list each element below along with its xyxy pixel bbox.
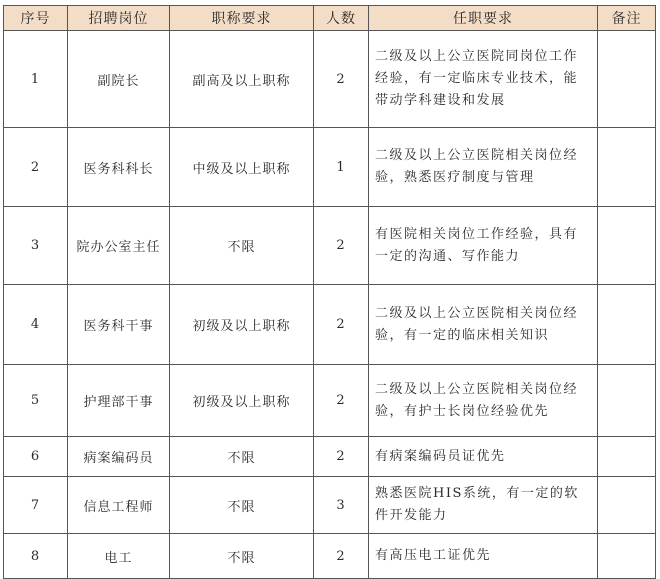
table-row — [4, 534, 656, 579]
cell-count: 2 — [314, 365, 369, 437]
cell-position: 医务科科长 — [68, 128, 170, 207]
cell-count: 2 — [314, 437, 369, 477]
cell-duty-requirement: 有医院相关岗位工作经验，具有一定的沟通、写作能力 — [369, 207, 598, 285]
cell-count: 2 — [314, 31, 369, 128]
cell-no: 4 — [4, 285, 68, 365]
cell-position: 副院长 — [68, 31, 170, 128]
cell-duty-requirement: 有高压电工证优先 — [369, 534, 598, 579]
cell-duty-requirement: 二级及以上公立医院相关岗位经验，有护士长岗位经验优先 — [369, 365, 598, 437]
cell-title-requirement: 初级及以上职称 — [170, 365, 314, 437]
cell-no: 8 — [4, 534, 68, 579]
cell-remarks — [598, 128, 656, 207]
cell-title-requirement: 不限 — [170, 534, 314, 579]
table-row — [4, 207, 656, 285]
cell-remarks — [598, 437, 656, 477]
cell-position: 医务科干事 — [68, 285, 170, 365]
table-row — [4, 128, 656, 207]
table-row — [4, 31, 656, 128]
cell-remarks — [598, 477, 656, 534]
cell-remarks — [598, 207, 656, 285]
cell-position: 电工 — [68, 534, 170, 579]
cell-title-requirement: 不限 — [170, 207, 314, 285]
cell-position: 信息工程师 — [68, 477, 170, 534]
cell-duty-requirement: 有病案编码员证优先 — [369, 437, 598, 477]
cell-no: 2 — [4, 128, 68, 207]
cell-no: 5 — [4, 365, 68, 437]
cell-position: 护理部干事 — [68, 365, 170, 437]
cell-title-requirement: 不限 — [170, 437, 314, 477]
cell-duty-requirement: 熟悉医院HIS系统，有一定的软件开发能力 — [369, 477, 598, 534]
cell-title-requirement: 副高及以上职称 — [170, 31, 314, 128]
table-row — [4, 477, 656, 534]
cell-no: 7 — [4, 477, 68, 534]
header-count: 人数 — [314, 6, 369, 31]
cell-duty-requirement: 二级及以上公立医院同岗位工作经验，有一定临床专业技术，能带动学科建设和发展 — [369, 31, 598, 128]
cell-duty-requirement: 二级及以上公立医院相关岗位经验，有一定的临床相关知识 — [369, 285, 598, 365]
table-row — [4, 285, 656, 365]
cell-count: 2 — [314, 207, 369, 285]
table-row — [4, 437, 656, 477]
header-position: 招聘岗位 — [68, 6, 170, 31]
cell-title-requirement: 初级及以上职称 — [170, 285, 314, 365]
cell-title-requirement: 不限 — [170, 477, 314, 534]
cell-remarks — [598, 31, 656, 128]
cell-no: 1 — [4, 31, 68, 128]
header-duty-requirement: 任职要求 — [369, 6, 598, 31]
cell-count: 2 — [314, 534, 369, 579]
cell-no: 3 — [4, 207, 68, 285]
cell-duty-requirement: 二级及以上公立医院相关岗位经验，熟悉医疗制度与管理 — [369, 128, 598, 207]
header-remarks: 备注 — [598, 6, 656, 31]
header-no: 序号 — [4, 6, 68, 31]
header-title-requirement: 职称要求 — [170, 6, 314, 31]
cell-no: 6 — [4, 437, 68, 477]
cell-remarks — [598, 534, 656, 579]
table-row — [4, 365, 656, 437]
cell-count: 1 — [314, 128, 369, 207]
cell-count: 2 — [314, 285, 369, 365]
cell-title-requirement: 中级及以上职称 — [170, 128, 314, 207]
cell-remarks — [598, 285, 656, 365]
cell-position: 病案编码员 — [68, 437, 170, 477]
cell-count: 3 — [314, 477, 369, 534]
table-header-row — [4, 6, 656, 31]
cell-position: 院办公室主任 — [68, 207, 170, 285]
recruitment-table — [3, 5, 656, 579]
cell-remarks — [598, 365, 656, 437]
